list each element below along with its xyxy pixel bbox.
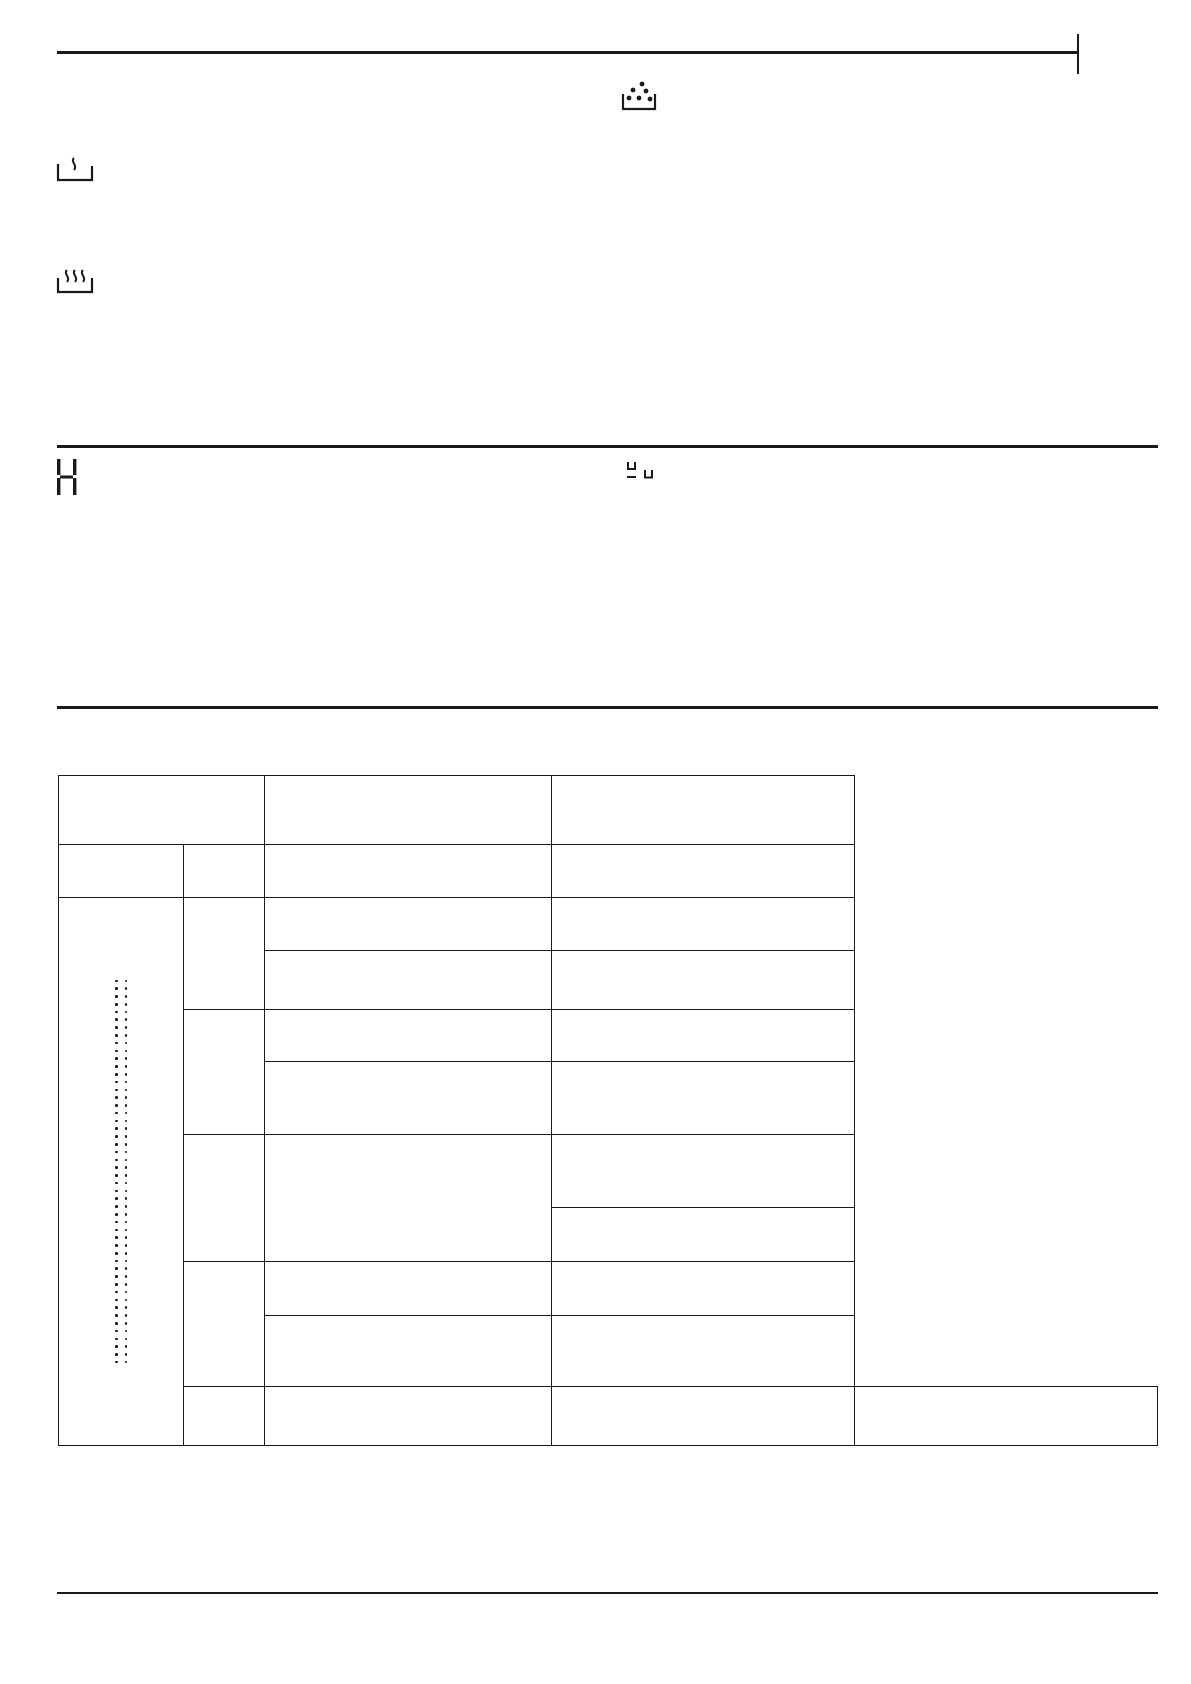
table-cell bbox=[265, 1262, 552, 1316]
indicator-dot bbox=[115, 1081, 118, 1084]
indicator-dot bbox=[125, 1330, 128, 1333]
table-cell bbox=[552, 1062, 855, 1135]
indicator-dot bbox=[115, 1330, 118, 1333]
top-rule-tick bbox=[1077, 34, 1079, 74]
indicator-dot bbox=[115, 1314, 118, 1317]
indicator-dot bbox=[115, 1244, 118, 1247]
indicator-dot bbox=[115, 1283, 118, 1286]
table-cell bbox=[59, 845, 184, 898]
seven-segment-u-icon bbox=[626, 461, 656, 481]
indicator-dot bbox=[125, 1127, 128, 1130]
indicator-dot bbox=[115, 1104, 118, 1107]
table-row bbox=[59, 898, 1158, 951]
table-cell bbox=[184, 898, 265, 1010]
indicator-dot bbox=[125, 1057, 128, 1060]
indicator-dot bbox=[125, 1338, 128, 1341]
softener-salt-icon bbox=[620, 80, 658, 114]
table-header-row bbox=[59, 776, 1158, 845]
section-rule-3 bbox=[57, 706, 1158, 709]
single-steam-tray-icon bbox=[55, 154, 95, 184]
table-row bbox=[59, 1387, 1158, 1446]
footer-rule bbox=[57, 1592, 1158, 1594]
indicator-dot bbox=[125, 1135, 128, 1138]
table-cell bbox=[265, 845, 552, 898]
indicator-dot bbox=[115, 1003, 118, 1006]
indicator-dot bbox=[115, 1073, 118, 1076]
indicator-dot bbox=[115, 1011, 118, 1014]
header-cell bbox=[59, 776, 265, 845]
indicator-dot bbox=[115, 995, 118, 998]
table-row bbox=[59, 1262, 1158, 1316]
indicator-dot bbox=[125, 1306, 128, 1309]
indicator-dot bbox=[115, 1135, 118, 1138]
indicator-dot bbox=[125, 1213, 128, 1216]
indicator-dot bbox=[125, 1229, 128, 1232]
table-cell bbox=[552, 951, 855, 1010]
indicator-dot bbox=[115, 1236, 118, 1239]
indicator-dot bbox=[125, 1151, 128, 1154]
table-cell bbox=[265, 1387, 552, 1446]
table-row bbox=[59, 845, 1158, 898]
indicator-dot bbox=[125, 1221, 128, 1224]
indicator-dot bbox=[125, 1159, 128, 1162]
indicator-dot bbox=[115, 1205, 118, 1208]
indicator-dot bbox=[125, 1182, 128, 1185]
indicator-dot bbox=[125, 1275, 128, 1278]
indicator-dot bbox=[125, 1120, 128, 1123]
table-cell bbox=[184, 1135, 265, 1262]
indicator-dot bbox=[115, 1229, 118, 1232]
table-row bbox=[59, 1135, 1158, 1208]
table-cell bbox=[184, 845, 265, 898]
triple-steam-tray-icon bbox=[55, 266, 95, 296]
indicator-dot bbox=[125, 980, 128, 983]
table-cell bbox=[265, 951, 552, 1010]
table-row bbox=[59, 1010, 1158, 1062]
table-cell bbox=[855, 1387, 1158, 1446]
indicator-dot bbox=[115, 1260, 118, 1263]
indicator-dot bbox=[115, 1089, 118, 1092]
indicator-dot bbox=[115, 1267, 118, 1270]
indicator-dot bbox=[125, 1322, 128, 1325]
indicator-dot bbox=[125, 1003, 128, 1006]
table-cell bbox=[552, 1387, 855, 1446]
table-cell bbox=[552, 898, 855, 951]
indicator-dot bbox=[125, 1112, 128, 1115]
indicator-dot bbox=[115, 1338, 118, 1341]
indicator-dot bbox=[115, 1345, 118, 1348]
indicator-dot bbox=[125, 1283, 128, 1286]
indicator-dot bbox=[115, 1182, 118, 1185]
indicator-dot bbox=[115, 1159, 118, 1162]
indicator-dot bbox=[125, 1089, 128, 1092]
table-cell bbox=[184, 1387, 265, 1446]
section-rule-2 bbox=[57, 445, 1158, 448]
header-cell bbox=[265, 776, 552, 845]
table-cell bbox=[552, 1135, 855, 1208]
indicator-dot bbox=[115, 1221, 118, 1224]
indicator-dot bbox=[125, 1026, 128, 1029]
indicator-dot bbox=[125, 1065, 128, 1068]
indicator-dot bbox=[125, 1190, 128, 1193]
indicator-dot bbox=[125, 1018, 128, 1021]
indicator-dot bbox=[125, 1260, 128, 1263]
indicator-dot bbox=[125, 1174, 128, 1177]
table-cell bbox=[552, 1262, 855, 1316]
indicator-dot bbox=[125, 1042, 128, 1045]
table-cell bbox=[265, 1135, 552, 1262]
indicator-dot bbox=[115, 1096, 118, 1099]
seven-segment-h-icon bbox=[55, 457, 79, 497]
indicator-dot bbox=[115, 1034, 118, 1037]
indicator-dot bbox=[125, 1291, 128, 1294]
indicator-dot bbox=[115, 1213, 118, 1216]
indicator-dot bbox=[115, 1353, 118, 1356]
indicator-dot bbox=[125, 1050, 128, 1053]
table-cell bbox=[552, 1010, 855, 1062]
indicator-dot bbox=[125, 1143, 128, 1146]
indicator-dot bbox=[115, 1042, 118, 1045]
indicator-dot bbox=[115, 1361, 118, 1364]
dotted-level-indicator bbox=[59, 980, 183, 1364]
indicator-dot bbox=[125, 1299, 128, 1302]
indicator-dot bbox=[115, 1166, 118, 1169]
indicator-dot bbox=[125, 1073, 128, 1076]
indicator-dot bbox=[125, 1096, 128, 1099]
indicator-dot bbox=[125, 1236, 128, 1239]
indicator-dot bbox=[115, 1127, 118, 1130]
indicator-dot bbox=[115, 1275, 118, 1278]
reference-table bbox=[58, 775, 1158, 1446]
indicator-dot bbox=[115, 980, 118, 983]
indicator-dot bbox=[115, 1151, 118, 1154]
indicator-dot bbox=[115, 1120, 118, 1123]
indicator-dot bbox=[125, 1361, 128, 1364]
indicator-dot bbox=[115, 1306, 118, 1309]
indicator-dot bbox=[115, 1174, 118, 1177]
indicator-dot bbox=[125, 1345, 128, 1348]
indicator-dot bbox=[125, 1166, 128, 1169]
indicator-dot bbox=[115, 1112, 118, 1115]
indicator-dot bbox=[125, 1081, 128, 1084]
indicator-dot bbox=[125, 1011, 128, 1014]
table-cell bbox=[265, 1010, 552, 1062]
indicator-dot bbox=[125, 987, 128, 990]
indicator-dot bbox=[115, 1050, 118, 1053]
indicator-dot bbox=[125, 1252, 128, 1255]
indicator-dot bbox=[125, 1205, 128, 1208]
indicator-dot bbox=[125, 1314, 128, 1317]
dotted-level-cell bbox=[59, 898, 184, 1446]
indicator-dot bbox=[125, 1104, 128, 1107]
table-cell bbox=[552, 845, 855, 898]
indicator-dot bbox=[115, 1190, 118, 1193]
table-cell bbox=[184, 1010, 265, 1135]
indicator-dot bbox=[115, 1143, 118, 1146]
indicator-dot bbox=[115, 1018, 118, 1021]
table-cell bbox=[184, 1262, 265, 1387]
top-rule bbox=[57, 51, 1077, 54]
indicator-dot bbox=[115, 1252, 118, 1255]
table-cell bbox=[265, 1316, 552, 1387]
indicator-dot bbox=[125, 1034, 128, 1037]
indicator-dot bbox=[115, 1322, 118, 1325]
table-cell bbox=[265, 898, 552, 951]
indicator-dot bbox=[115, 1026, 118, 1029]
table-cell bbox=[265, 1062, 552, 1135]
indicator-dot bbox=[125, 1353, 128, 1356]
indicator-dot bbox=[115, 1291, 118, 1294]
indicator-dot bbox=[125, 1267, 128, 1270]
indicator-dot bbox=[115, 1197, 118, 1200]
indicator-dot bbox=[115, 1065, 118, 1068]
indicator-dot bbox=[115, 1299, 118, 1302]
header-cell bbox=[552, 776, 855, 845]
table-cell bbox=[552, 1316, 855, 1387]
indicator-dot bbox=[115, 987, 118, 990]
indicator-dot bbox=[125, 1244, 128, 1247]
indicator-dot bbox=[125, 1197, 128, 1200]
indicator-dot bbox=[125, 995, 128, 998]
table-cell bbox=[552, 1208, 855, 1262]
indicator-dot bbox=[115, 1057, 118, 1060]
